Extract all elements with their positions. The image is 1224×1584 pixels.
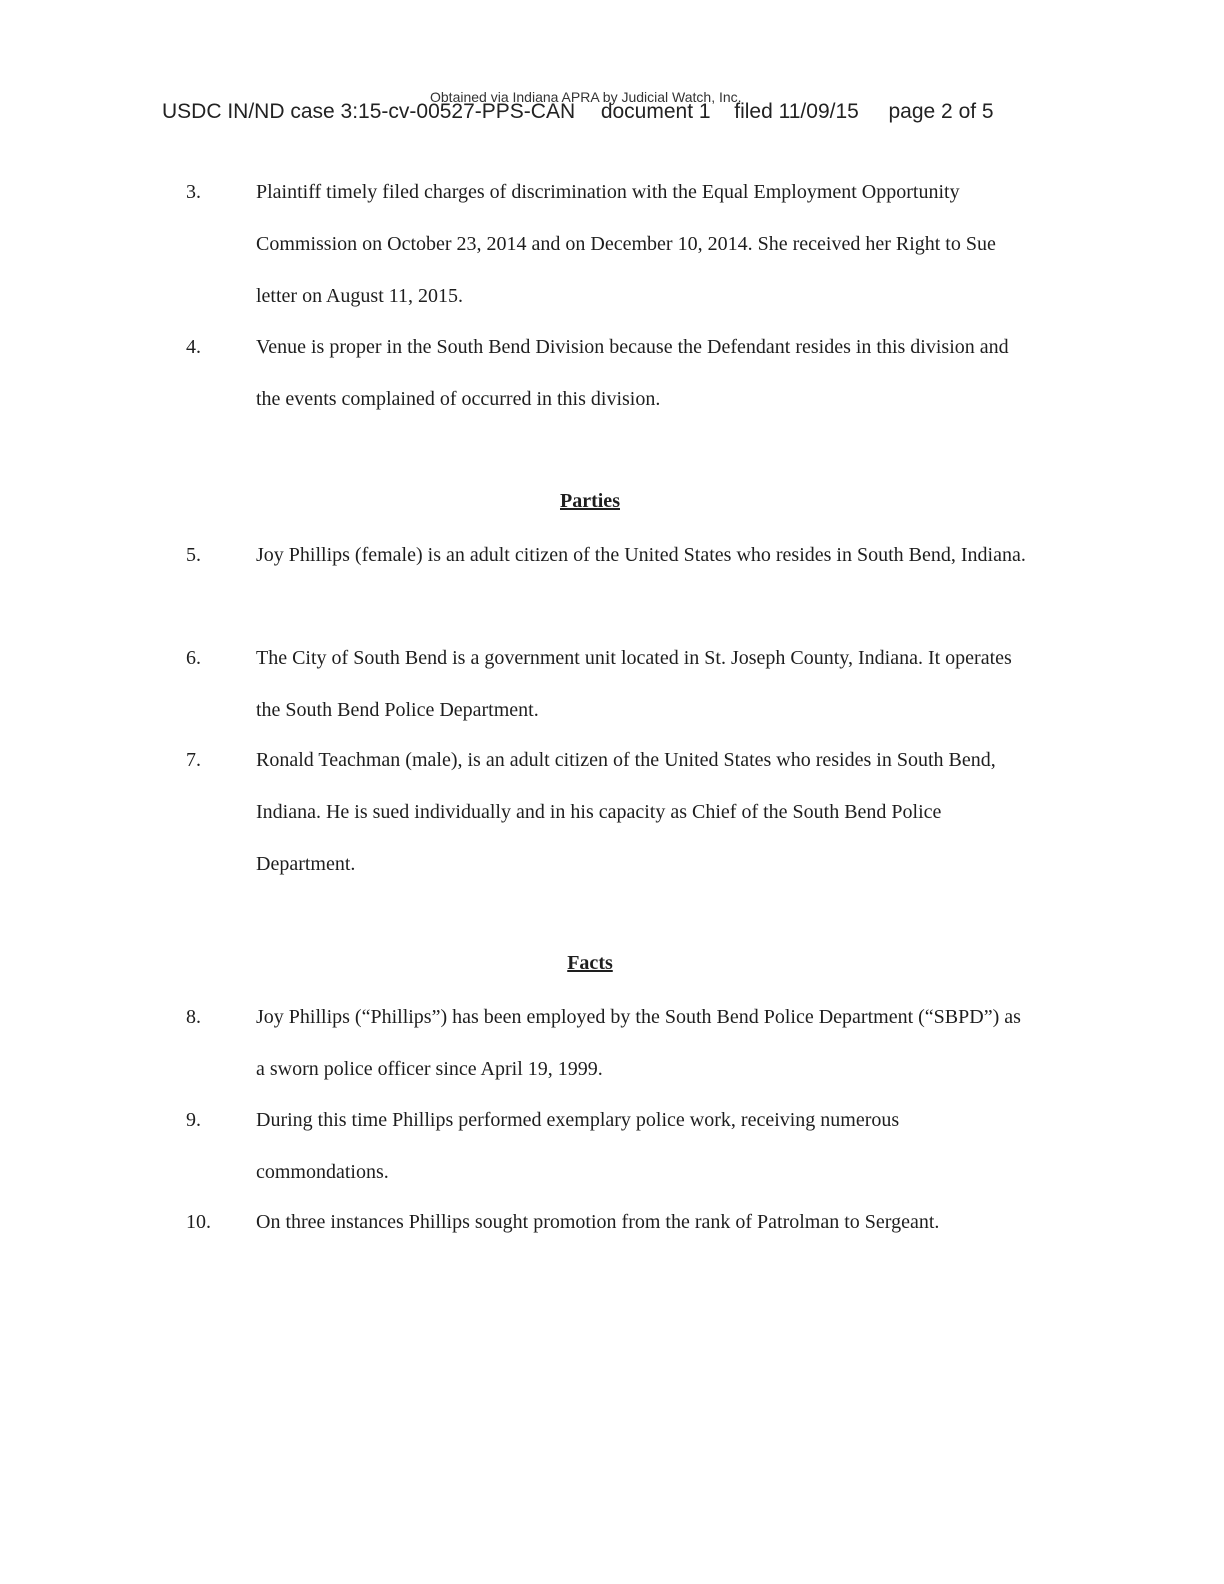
case-header [162,100,1042,124]
paragraph-number: 7. [186,749,201,771]
paragraph-3 [186,166,1026,322]
paragraph-number: 10. [186,1211,211,1233]
page-indicator: page 2 of 5 [888,100,994,123]
paragraph-9 [186,1094,1026,1198]
paragraph-text: Joy Phillips (“Phillips”) has been employed by the South Bend Police Department (“SBPD”) as a sworn police officer since April 19, 1999. [256,1006,1021,1080]
section-heading-facts: Facts [567,952,613,974]
paragraph-text: During this time Phillips performed exemplary police work, receiving numerous commondations. [256,1109,900,1183]
paragraph-number: 6. [186,647,201,669]
paragraph-5 [186,529,1026,581]
paragraph-text: Ronald Teachman (male), is an adult citizen of the United States who resides in South Bend, Indiana. He is sued individually and in his capacity as Chief of the South Bend Police Department. [256,749,996,875]
paragraph-text: On three instances Phillips sought promotion from the rank of Patrolman to Sergeant. [256,1211,940,1233]
paragraph-text: Plaintiff timely filed charges of discrimination with the Equal Employment Opportunity Commission on October 23, 2014 and on December 10, 2014. She received her Right to Sue letter on August 11, 2015. [256,181,996,307]
paragraph-number: 5. [186,544,201,566]
paragraph-number: 9. [186,1109,201,1131]
paragraph-6 [186,632,1026,736]
paragraph-number: 8. [186,1006,201,1028]
paragraph-8 [186,991,1026,1095]
paragraph-7 [186,734,1026,890]
paragraph-10 [186,1196,1026,1248]
section-heading-parties: Parties [560,490,620,512]
paragraph-text: Venue is proper in the South Bend Division because the Defendant resides in this division and the events complained of occurred in this division. [256,336,1009,410]
paragraph-text: Joy Phillips (female) is an adult citizen of the United States who resides in South Bend, Indiana. [256,544,1026,566]
document-number: document 1 [600,100,711,123]
paragraph-text: The City of South Bend is a government unit located in St. Joseph County, Indiana. It operates the South Bend Police Department. [256,647,1012,721]
watermark-text: Obtained via Indiana APRA by Judicial Watch, Inc. [430,89,742,105]
filed-date: filed 11/09/15 [734,100,859,123]
paragraph-4 [186,321,1026,425]
paragraph-number: 3. [186,181,201,203]
paragraph-number: 4. [186,336,201,358]
case-number: USDC IN/ND case 3:15-cv-00527-PPS-CAN [162,100,576,123]
